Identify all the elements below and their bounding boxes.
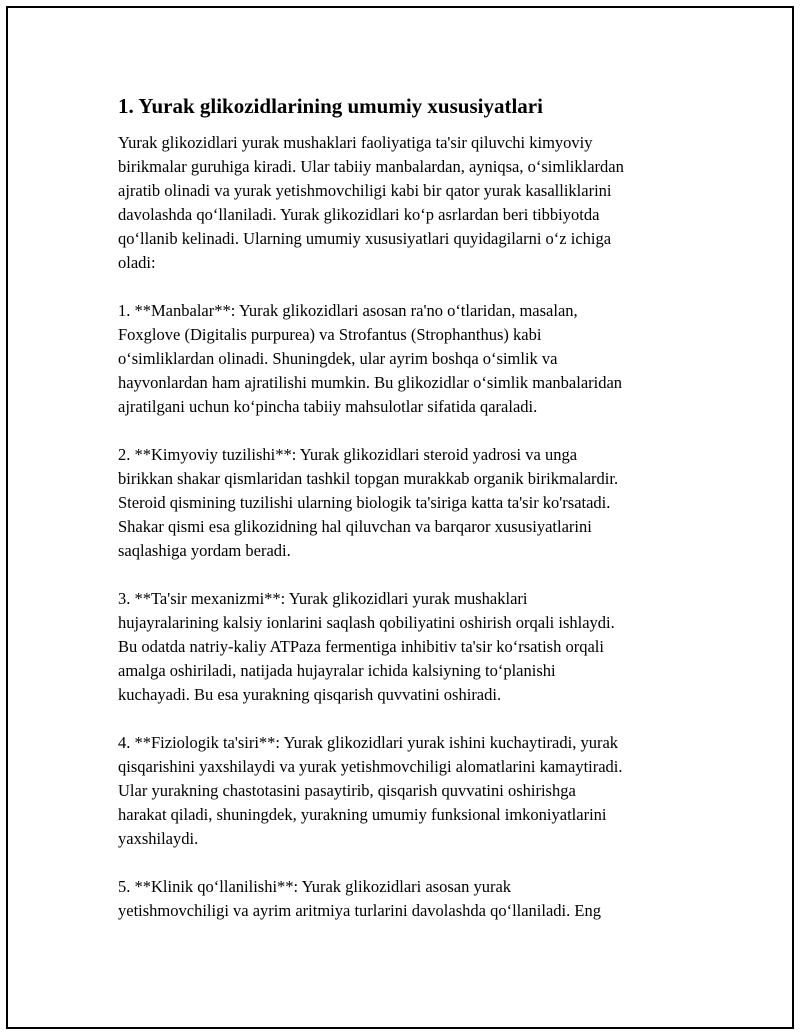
text-line: Ular yurakning chastotasini pasaytirib, qisqarish quvvatini oshirishga	[118, 781, 576, 800]
text-line: birikmalar guruhiga kiradi. Ular tabiiy manbalardan, ayniqsa, o‘simliklardan	[118, 157, 624, 176]
text-line: 3. **Ta'sir mexanizmi**: Yurak glikozidlari yurak mushaklari	[118, 589, 528, 608]
text-line: davolashda qo‘llaniladi. Yurak glikozidlari ko‘p asrlardan beri tibbiyotda	[118, 205, 600, 224]
text-line: harakat qiladi, shuningdek, yurakning umumiy funksional imkoniyatlarini	[118, 805, 607, 824]
text-line: 2. **Kimyoviy tuzilishi**: Yurak glikozidlari steroid yadrosi va unga	[118, 445, 578, 464]
text-line: qo‘llanib kelinadi. Ularning umumiy xususiyatlari quyidagilarni o‘z ichiga	[118, 229, 612, 248]
text-line: ajratilgani uchun ko‘pincha tabiiy mahsulotlar sifatida qaraladi.	[118, 397, 538, 416]
text-line: Yurak glikozidlari yurak mushaklari faoliyatiga ta'sir qiluvchi kimyoviy	[118, 133, 593, 152]
text-line: Bu odatda natriy-kaliy ATPaza fermentiga inhibitiv ta'sir ko‘rsatish orqali	[118, 637, 604, 656]
text-line: 4. **Fiziologik ta'siri**: Yurak glikozidlari yurak ishini kuchaytiradi, yurak	[118, 733, 619, 752]
text-line: o‘simliklardan olinadi. Shuningdek, ular ayrim boshqa o‘simlik va	[118, 349, 558, 368]
text-line: kuchayadi. Bu esa yurakning qisqarish quvvatini oshiradi.	[118, 685, 502, 704]
text-line: hujayralarining kalsiy ionlarini saqlash qobiliyatini oshirish orqali ishlaydi.	[118, 613, 615, 632]
paragraph-physiological-effect	[118, 731, 698, 851]
text-line: saqlashiga yordam beradi.	[118, 541, 291, 560]
paragraph-sources	[118, 299, 698, 419]
paragraph-chemical-structure	[118, 443, 698, 563]
intro-paragraph	[118, 131, 698, 275]
text-line: yaxshilaydi.	[118, 829, 199, 848]
text-line: 1. **Manbalar**: Yurak glikozidlari asosan ra'no o‘tlaridan, masalan,	[118, 301, 578, 320]
text-line: yetishmovchiligi va ayrim aritmiya turlarini davolashda qo‘llaniladi. Eng	[118, 901, 601, 920]
text-line: Foxglove (Digitalis purpurea) va Strofantus (Strophanthus) kabi	[118, 325, 542, 344]
text-line: Shakar qismi esa glikozidning hal qiluvchan va barqaror xususiyatlarini	[118, 517, 592, 536]
text-line: Steroid qismining tuzilishi ularning biologik ta'siriga katta ta'sir ko'rsatadi.	[118, 493, 611, 512]
text-line: ajratib olinadi va yurak yetishmovchiligi kabi bir qator yurak kasalliklarini	[118, 181, 612, 200]
text-line: birikkan shakar qismlaridan tashkil topgan murakkab organik birikmalardir.	[118, 469, 619, 488]
document-body	[118, 93, 698, 947]
section-title: 1. Yurak glikozidlarining umumiy xususiyatlari	[118, 94, 543, 118]
text-line: oladi:	[118, 253, 156, 272]
text-line: amalga oshiriladi, natijada hujayralar ichida kalsiyning to‘planishi	[118, 661, 556, 680]
text-line: qisqarishini yaxshilaydi va yurak yetishmovchiligi alomatlarini kamaytiradi.	[118, 757, 623, 776]
paragraph-mechanism	[118, 587, 698, 707]
paragraph-clinical-use	[118, 875, 698, 923]
text-line: hayvonlardan ham ajratilishi mumkin. Bu glikozidlar o‘simlik manbalaridan	[118, 373, 623, 392]
text-line: 5. **Klinik qo‘llanilishi**: Yurak glikozidlari asosan yurak	[118, 877, 512, 896]
